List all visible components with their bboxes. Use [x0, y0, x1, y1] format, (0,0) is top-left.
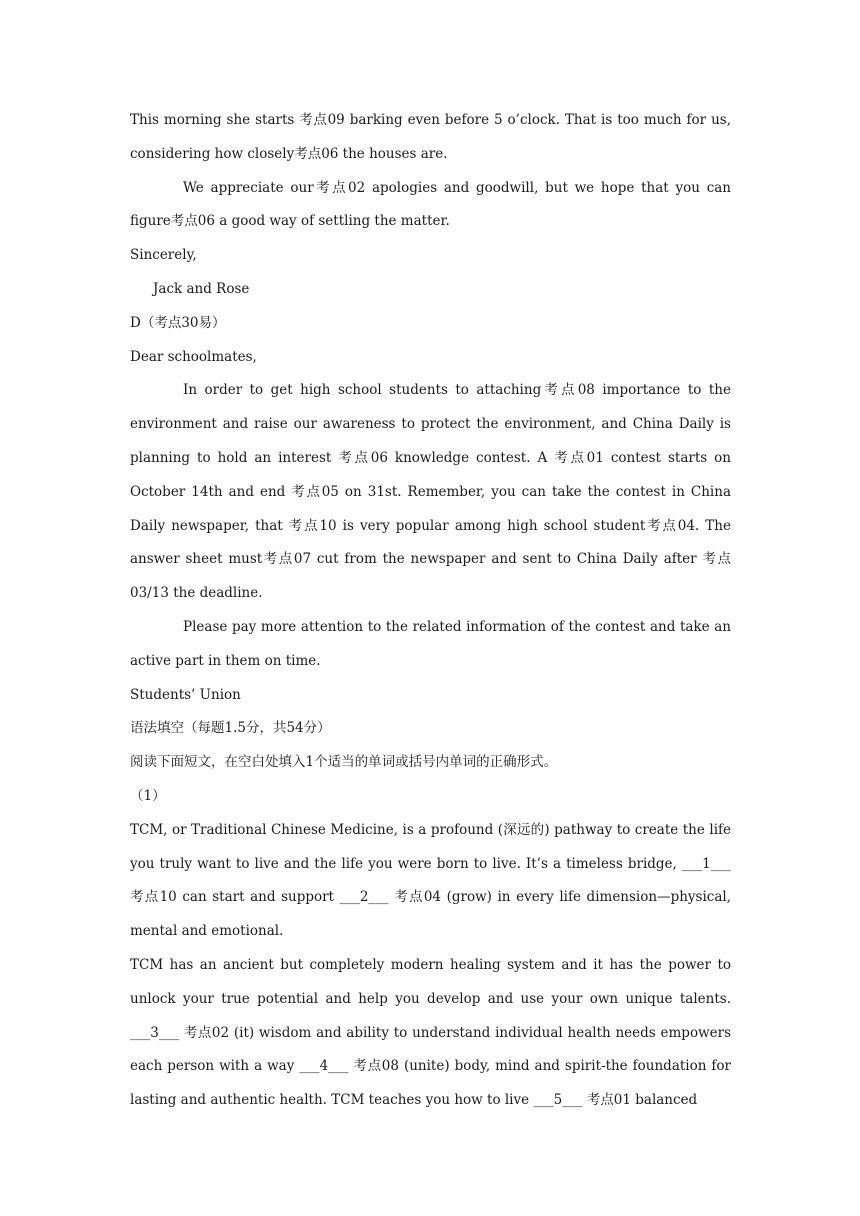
passage-number: （1）	[130, 787, 166, 804]
letter-c-paragraph-end: This morning she starts 考点09 barking even before 5 o’clock. That is too much for us, considering how closely考点06 the houses are.	[130, 112, 731, 162]
grammar-instructions: 阅读下面短文，在空白处填入1个适当的单词或括号内单词的正确形式。	[130, 754, 558, 771]
letter-c-paragraph-appreciate: We appreciate our考点02 apologies and goodwill, but we hope that you can figure考点06 a good way of settling the matter.	[130, 179, 731, 230]
letter-c-signature: Jack and Rose	[153, 280, 250, 297]
passage-paragraph-2: TCM has an ancient but completely modern healing system and it has the power to unlock your true potential and help you develop and use your own unique talents. ___3___ 考点02 (it) wisdom and ability to understand individual health needs empowers each person with a way ___4___ 考点08 (unite) body, mind and spirit-the foundation for lasting and authentic health. TCM teaches you how to live ___5___ 考点01 balanced	[130, 956, 731, 1109]
grammar-section-title: 语法填空（每题1.5分，共54分）	[130, 720, 331, 737]
letter-d-body-second: Please pay more attention to the related information of the contest and take an active part in them on time.	[130, 618, 731, 669]
letter-d-salutation: Dear schoolmates,	[130, 348, 257, 365]
document-page	[130, 104, 731, 1118]
letter-d-signature: Students’ Union	[130, 686, 241, 703]
letter-d-body: In order to get high school students to attaching考点08 importance to the environment and raise our awareness to protect the environment, and China Daily is planning to hold an interest 考点06 knowledge contest. A 考点01 contest starts on October 14th and end 考点05 on 31st. Remember, you can take the contest in China Daily newspaper, that 考点10 is very popular among high school student考点04. The answer sheet must考点07 cut from the newspaper and sent to China Daily after 考点03/13 the deadline.	[130, 382, 731, 602]
section-d-heading: D（考点30易）	[130, 314, 226, 331]
letter-c-closing: Sincerely,	[130, 247, 197, 264]
passage-paragraph-1: TCM, or Traditional Chinese Medicine, is a profound (深远的) pathway to create the life you truly want to live and the life you were born to live. It’s a timeless bridge, ___1___考点10 can start and support ___2___ 考点04 (grow) in every life dimension—physical, mental and emotional.	[130, 821, 731, 940]
